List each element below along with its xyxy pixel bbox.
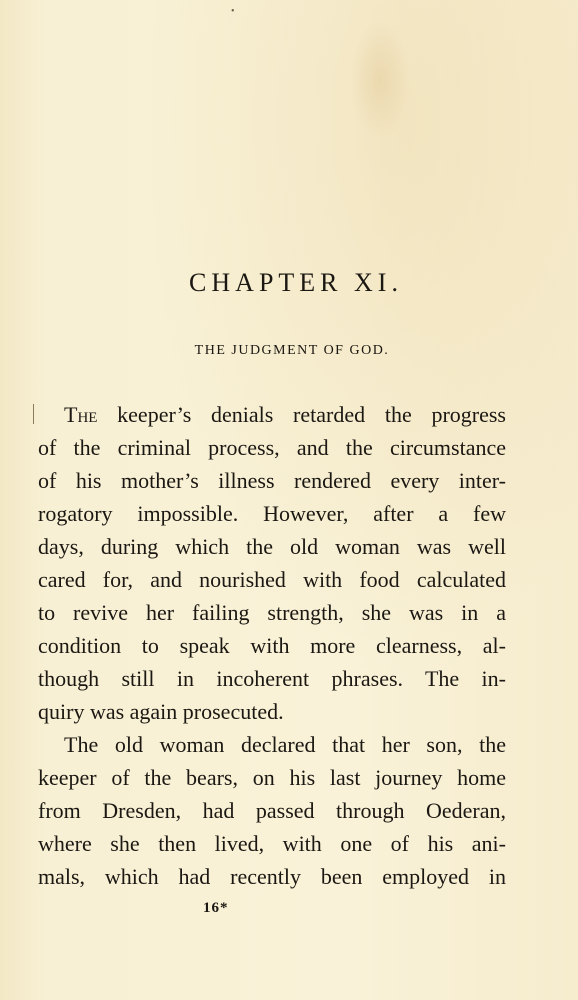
text-line: mals, which had recently been employed in	[38, 864, 506, 889]
text-line: where she then lived, with one of his ani-	[38, 831, 506, 856]
text-line: of his mother’s illness rendered every inter-	[38, 468, 506, 493]
text-line: though still in incoherent phrases. The in-	[38, 666, 506, 691]
text-line: keeper of the bears, on his last journey home	[38, 765, 506, 790]
text-line: rogatory impossible. However, after a few	[38, 501, 506, 526]
margin-mark	[33, 404, 34, 424]
section-title: THE JUDGMENT OF GOD.	[194, 343, 390, 358]
body-text	[38, 398, 506, 893]
text-line: to revive her failing strength, she was in a	[38, 600, 506, 625]
paper-stain	[350, 20, 410, 140]
text-line: condition to speak with more clearness, al-	[38, 633, 506, 658]
text-line: from Dresden, had passed through Oederan,	[38, 798, 506, 823]
chapter-heading: CHAPTER XI.	[189, 268, 403, 297]
line-text: keeper’s denials retarded the progress	[97, 402, 506, 427]
lead-word: The	[64, 402, 98, 427]
text-line: The old woman declared that her son, the	[64, 732, 506, 757]
signature-mark: 16*	[203, 900, 229, 916]
print-speck: •	[231, 6, 235, 17]
text-line: cared for, and nourished with food calculated	[38, 567, 506, 592]
text-line: days, during which the old woman was well	[38, 534, 506, 559]
text-line: quiry was again prosecuted.	[38, 699, 284, 724]
text-line: of the criminal process, and the circumstance	[38, 435, 506, 460]
text-line	[38, 398, 506, 431]
